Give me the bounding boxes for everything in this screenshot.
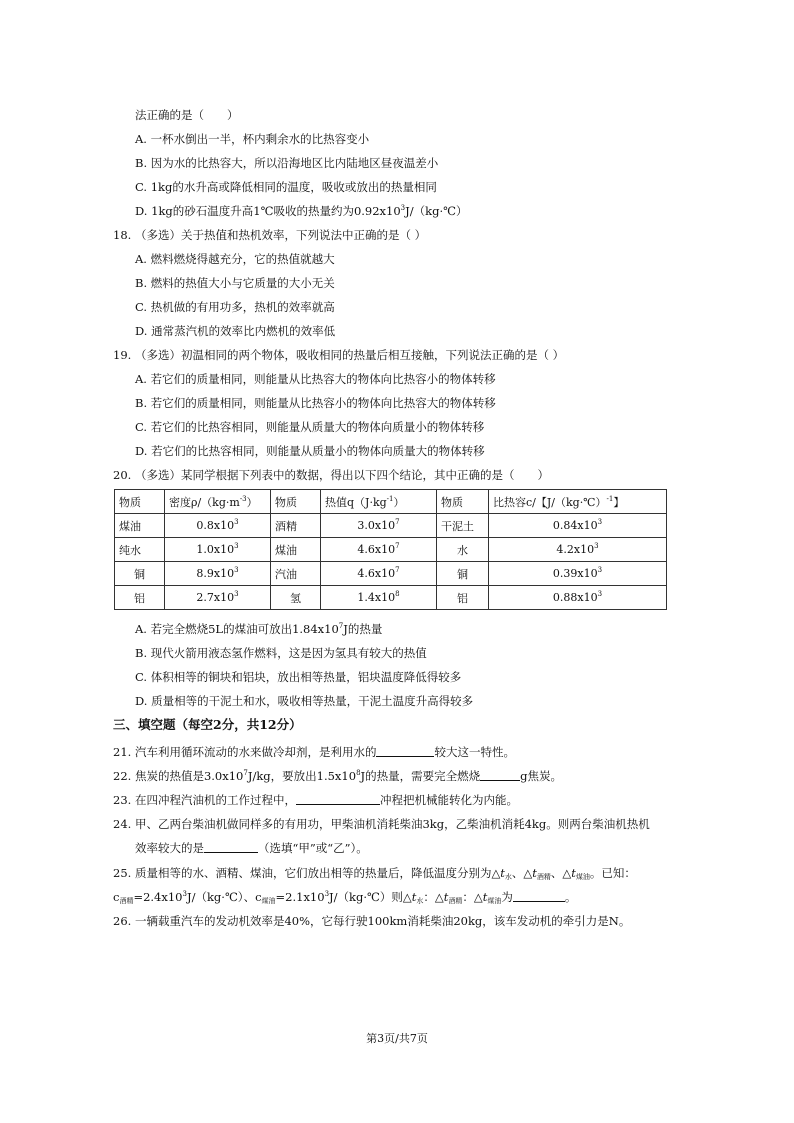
q18-option-c: C. 热机做的有用功多，热机的效率就高: [135, 300, 335, 314]
header-substance: 物质: [271, 490, 321, 514]
table-header-row: [115, 490, 667, 514]
q17-stem-continuation: 法正确的是（ ）: [135, 108, 239, 122]
table-row: [115, 586, 667, 610]
q17-option-a: A. 一杯水倒出一半，杯内剩余水的比热容变小: [135, 132, 370, 146]
table-cell: 铜: [437, 562, 489, 586]
table-cell: 铝: [115, 586, 165, 610]
material-data-table: [114, 489, 667, 610]
q17-option-d: D. 1kg的砂石温度升高1℃吸收的热量约为$0.92x10^3J/(kg\cdot℃)$: [135, 204, 468, 218]
q18-option-b: B. 燃料的热值大小与它质量的大小无关: [135, 276, 335, 290]
header-specific-heat: 比热容c/【J/（kg·℃）$^{-1}$】: [489, 490, 667, 514]
answer-blank[interactable]: [204, 841, 258, 853]
q19-option-d: D. 若它们的比热容相同，则能量从质量小的物体向质量大的物体转移: [135, 444, 485, 458]
table-cell: $3.0x10^7$: [321, 514, 437, 538]
table-cell: 纯水: [115, 538, 165, 562]
table-cell: $4.6x10^7$: [321, 562, 437, 586]
table-row: [115, 538, 667, 562]
table-row: [115, 514, 667, 538]
table-cell: 水: [437, 538, 489, 562]
table-cell: $1.0x10^3$: [165, 538, 271, 562]
table-row: [115, 562, 667, 586]
table-cell: 汽油: [271, 562, 321, 586]
answer-blank[interactable]: [296, 793, 380, 805]
table-cell: 氢: [271, 586, 321, 610]
table-cell: 酒精: [271, 514, 321, 538]
q24-line2: 效率较大的是 （选填“甲”或“乙”）。: [135, 841, 368, 855]
table-cell: $1.4x10^8$: [321, 586, 437, 610]
q23: 23. 在四冲程汽油机的工作过程中， 冲程把机械能转化为内能。: [113, 793, 518, 807]
q26: 26. 一辆载重汽车的发动机效率是40%，它每行驶100km消耗柴油20kg，该车发动机的牵引力是N。: [113, 914, 631, 928]
table-cell: 干泥土: [437, 514, 489, 538]
answer-blank[interactable]: [513, 890, 565, 902]
q19-option-c: C. 若它们的比热容相同，则能量从质量大的物体向质量小的物体转移: [135, 420, 485, 434]
table-cell: $2.7x10^3$: [165, 586, 271, 610]
header-density: 密度$\rho/(kg\cdot m^{-3})$: [165, 490, 271, 514]
q19-option-b: B. 若它们的质量相同，则能量从比热容小的物体向比热容大的物体转移: [135, 396, 496, 410]
q19-stem: 19. （多选）初温相同的两个物体，吸收相同的热量后相互接触，下列说法正确的是（ ）: [113, 348, 565, 362]
section-heading: 三、填空题（每空2分，共12分）: [113, 717, 302, 732]
table-cell: $4.6x10^7$: [321, 538, 437, 562]
q18-option-d: D. 通常蒸汽机的效率比内燃机的效率低: [135, 324, 336, 338]
q20-option-b: B. 现代火箭用液态氢作燃料，这是因为氢具有较大的热值: [135, 646, 427, 660]
q21: 21. 汽车利用循环流动的水来做冷却剂，是利用水的 较大这一特性。: [113, 745, 515, 759]
q22: 22. 焦炭的热值是$3.0x10^7J/kg$，要放出$1.5x10^8J$的热量，需要完全燃烧 g焦炭。: [113, 769, 563, 783]
q20-stem: 20. （多选）某同学根据下列表中的数据，得出以下四个结论，其中正确的是（ ）: [113, 468, 549, 482]
q24-line1: 24. 甲、乙两台柴油机做同样多的有用功，甲柴油机消耗柴油3kg，乙柴油机消耗4kg。则两台柴油机热机: [113, 817, 650, 831]
table-cell: 铜: [115, 562, 165, 586]
table-cell: $4.2x10^3$: [489, 538, 667, 562]
page-number: 第3页/共7页: [366, 1032, 428, 1045]
table-cell: 煤油: [115, 514, 165, 538]
q18-option-a: A. 燃料燃烧得越充分，它的热值就越大: [135, 252, 335, 266]
q25-line1: 25. 质量相等的水、酒精、煤油，它们放出相等的热量后，降低温度分别为$\triangle t_水$、$\triangle t_{酒精}$、$\triangle t_{煤油}$。已知：: [113, 866, 636, 881]
answer-blank[interactable]: [376, 745, 434, 757]
table-cell: 煤油: [271, 538, 321, 562]
q17-option-b: B. 因为水的比热容大，所以沿海地区比内陆地区昼夜温差小: [135, 156, 439, 170]
table-cell: $8.9x10^3$: [165, 562, 271, 586]
header-substance: 物质: [437, 490, 489, 514]
table-cell: 铝: [437, 586, 489, 610]
q19-option-a: A. 若它们的质量相同，则能量从比热容大的物体向比热容小的物体转移: [135, 372, 496, 386]
q17-option-c: C. 1kg的水升高或降低相同的温度，吸收或放出的热量相同: [135, 180, 437, 194]
q18-stem: 18. （多选）关于热值和热机效率，下列说法中正确的是（ ）: [113, 228, 427, 242]
q20-option-c: C. 体积相等的铜块和铝块，放出相等热量，铝块温度降低得较多: [135, 670, 462, 684]
table-cell: $0.88x10^3$: [489, 586, 667, 610]
answer-blank[interactable]: [480, 769, 520, 781]
q20-option-a: A. 若完全燃烧5L的煤油可放出$1.84x10^7J$的热量: [135, 622, 383, 636]
table-cell: $0.39x10^3$: [489, 562, 667, 586]
table-cell: $0.84x10^3$: [489, 514, 667, 538]
q20-option-d: D. 质量相等的干泥土和水，吸收相等热量，干泥土温度升高得较多: [135, 694, 474, 708]
header-heat-value: 热值$q(J\cdot kg^{-1})$: [321, 490, 437, 514]
header-substance: 物质: [115, 490, 165, 514]
q25-line2: $c_{酒精}=2.4x10^3J/(kg\cdot℃)$、$c_{煤油}=2.1x10^3J/(kg\cdot℃)$则$\triangle t_水$：$\triangle t_{酒精}$：$\triangle t_{煤油}$为 。: [113, 890, 577, 905]
table-cell: $0.8x10^3$: [165, 514, 271, 538]
